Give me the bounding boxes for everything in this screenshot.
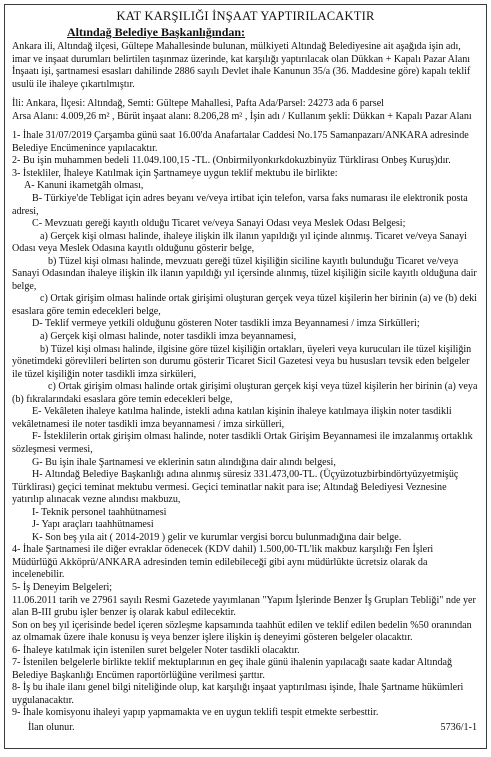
clause-3-c-a: a) Gerçek kişi olması halinde, ihaleye ilişkin ilk ilanın yapıldığı yıl içinde alınmış. Ticaret ve/veya Sanayi Odası veya Meslek Odasına kayıtlı olduğunu gösterir belge, [12,230,467,255]
issuer-heading: Altındağ Belediye Başkanlığından: [67,25,246,39]
clause-3-d-b: b) Tüzel kişi olması halinde, ilgisine göre tüzel kişiliğin ortakları, üyeleri veya kurucuları ile tüzel kişiliğin yönetimdeki görevlileri belirten son durumu gösterir Ticaret Sicil Gazetesi veya bu hususları tevsik eden belgeler ile tüzel kişiliğin noter tasdikli imza sirküleri, [12,343,472,380]
clause-3-h: H- Altındağ Belediye Başkanlığı adına alınmış süresiz 331.473,00-TL. (Üçyüzotuzbirbindörtyüzyetmişüç Türklirası) geçici teminat mektubu vermesi. Geçici teminatlar nakit para ise; Altındağ Belediyesi Veznesine yatırılıp alınacak vezne alındısı makbuzu, [12,469,459,506]
clause-3-a: A- Kanuni ikametgâh olması, [24,180,144,192]
clause-6: 6- İhaleye katılmak için istenilen suret belgeler Noter tasdikli olacaktır. [12,644,300,656]
announcement-page [4,4,487,749]
clause-3: 3- İstekliler, İhaleye Katılmak için Şartnameye uygun teklif mektubu ile birlikte: [12,167,338,179]
clause-3-c-c: c) Ortak girişim olması halinde ortak girişimi oluşturan gerçek veya tüzel kişilerin her birinin (a) ve (b) deki esaslara göre temin edecekleri belge, [12,293,477,317]
intro-paragraph: Ankara ili, Altındağ ilçesi, Gültepe Mahallesinde bulunan, mülkiyeti Altındağ Belediyesine ait aşağıda işin adı, imar ve inşaat durumları belirtilen taşınmaz üzerinde, kat karşılığı yaptırılacak olan Dükkan + Kapalı Pazar Alanı İnşaatı işi, şartnamesi esasları dahilinde 2886 sayılı Devlet ihale Kanunun 35/a (36. Maddesine göre) kapalı teklif usulü ile ihaleye çıkartılmıştır. [12,41,471,90]
clause-5-para-1: 11.06.2011 tarih ve 27961 sayılı Resmi Gazetede yayımlanan "Yapım İşlerinde Benzer İş Grupları Tebliği" nde yer alan B-III grubu işler benzer iş olarak kabul edilecektir. [12,594,476,619]
clause-3-g: G- Bu işin ihale Şartnamesi ve eklerinin satın alındığına dair alındı belgesi, [32,456,336,468]
clause-3-f: F- İsteklilerin ortak girişim olması halinde, noter tasdikli Ortak Girişim Beyannamesi ile imzalanmış ortaklık sözleşmesi vermesi, [12,431,473,455]
clause-3-c: C- Mevzuatı gereği kayıtlı olduğu Ticaret ve/veya Sanayi Odası veya Meslek Odası Belgesi; [32,218,406,230]
clause-1: 1- İhale 31/07/2019 Çarşamba günü saat 16.00'da Anafartalar Caddesi No.175 Samanpazarı/ANKARA adresinde Belediye Encümenince yapılacaktır. [12,130,469,154]
clause-3-j: J- Yapı araçları taahhütnamesi [32,519,154,531]
clause-8: 8- İş bu ihale ilanı genel bilgi niteliğinde olup, kat karşılığı inşaat yaptırılması işinde, İhale Şartname hükümleri uygulanacaktır. [12,682,464,706]
clause-5-para-2: Son on beş yıl içerisinde bedel içeren sözleşme kapsamında taahhüt edilen ve teklif edilen bedelin %50 oranından az olmamak üzere ihale konusu iş veya benzer işlere ilişkin iş deneyimi gösteren belgeler olacaktır. [12,619,472,644]
clause-9: 9- İhale komisyonu ihaleyi yapıp yapmamakta ve en uygun teklifi tespit etmekte serbesttir. [12,707,379,719]
clause-3-d-c: c) Ortak girişim olması halinde ortak girişimi oluşturan gerçek kişi veya tüzel kişilerin her birinin (a) veya (b) fıkralarındaki esaslara göre temin edecekleri belge, [12,381,478,405]
announcement-title: KAT KARŞILIĞI İNŞAAT YAPTIRILACAKTIR [116,9,375,23]
clause-4: 4- İhale Şartnamesi ile diğer evraklar ödenecek (KDV dahil) 1.500,00-TL'lik makbuz karşılığı Fen İşleri Müdürlüğü Akköprü/ANKARA adresinden temin edilebileceği gibi aynı müdürlükte ücretsiz olarak da incelenebilir. [12,544,434,581]
clause-7: 7- İstenilen belgelerle birlikte teklif mektuplarının en geç ihale günü ihalenin yapılacağı saate kadar Altındağ Belediye Başkanlığı Encümen raportörlüğüne verilmesi şarttır. [12,657,453,681]
location-line: İli: Ankara, İlçesi: Altındağ, Semti: Gültepe Mahallesi, Pafta Ada/Parsel: 24273 ada 6 parsel [12,98,384,110]
clause-3-k: K- Son beş yıla ait ( 2014-2019 ) gelir ve kurumlar vergisi borcu bulunmadığına dair belge. [32,531,402,543]
clause-5: 5- İş Deneyim Belgeleri; [12,581,113,593]
reference-number: 5736/1-1 [440,721,477,733]
area-line: Arsa Alanı: 4.009,26 m² , Bürüt inşaat alanı: 8.206,28 m² , İşin adı / Kullanım şekli: Dükkan + Kapalı Pazar Alanı [12,110,472,122]
clause-3-d: D- Teklif vermeye yetkili olduğunu gösteren Noter tasdikli imza Beyannamesi / imza Sirkülleri; [32,318,420,330]
closing-text: İlan olunur. [28,721,75,733]
announcement-footer [12,722,479,735]
clause-3-d-a: a) Gerçek kişi olması halinde, noter tasdikli imza beyannamesi, [40,331,297,343]
clause-3-c-b: b) Tüzel kişi olması halinde, mevzuatı gereği tüzel kişiliğin siciline kayıtlı bulunduğu Ticaret ve/veya Sanayi Odasından ihaleye ilişkin ilk ilanın yapıldığı yıl içersinde alınmış, tüzel kişiliğin sicile kayıtlı olduğuna dair belge, [12,255,477,292]
clause-2: 2- Bu işin muhammen bedeli 11.049.100,15 -TL. (Onbirmilyonkırkdokuzbinyüz Türklirası Onbeş Kuruş)dır. [12,155,451,167]
clause-3-b: B- Türkiye'de Tebligat için adres beyanı ve/veya irtibat için telefon, varsa faks numarası ile elektronik posta adresi, [12,193,468,217]
clause-3-i: I- Teknik personel taahhütnamesi [32,506,167,518]
clause-3-e: E- Vekâleten ihaleye katılma halinde, istekli adına katılan kişinin ihaleye katılmaya ilişkin noter tasdikli vekâletnamesi ile noter tasdikli imza beyannamesi / imza sirkülleri, [12,406,452,430]
